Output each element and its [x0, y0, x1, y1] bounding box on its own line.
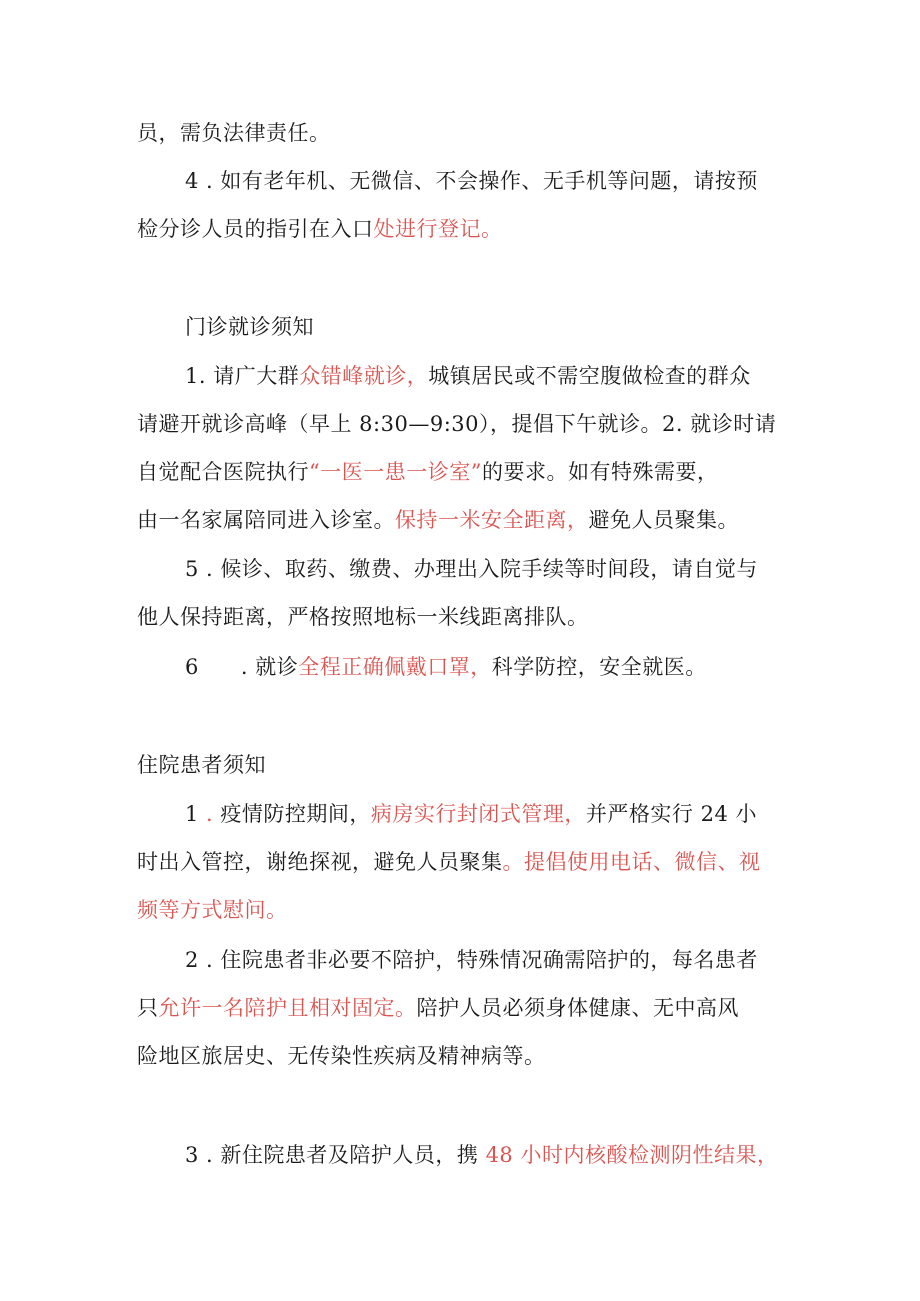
text-line	[137, 409, 776, 439]
text-run: 2 . 住院患者非必要不陪护，特殊情况确需陪护的，每名患者	[185, 948, 758, 972]
text-line	[185, 554, 758, 584]
text-line	[137, 602, 589, 632]
text-line	[185, 799, 757, 829]
text-run: 疫情防控期间，	[220, 802, 371, 826]
highlighted-text: “一医一患一诊室”	[309, 460, 482, 484]
highlighted-text: 众错峰就诊，	[299, 364, 429, 388]
text-run: 1	[185, 802, 207, 826]
text-run: 自觉配合医院执行	[137, 460, 309, 484]
text-run: 检分诊人员的指引在入口	[137, 217, 374, 241]
text-run: 险地区旅居史、无传染性疾病及精神病等。	[137, 1044, 546, 1068]
heading-text: 住院患者须知	[137, 753, 266, 777]
text-run: . 就诊	[240, 655, 299, 679]
text-run: 请避开就诊高峰（早上 8:30—9:30），提倡下午就诊。2. 就诊时请	[137, 412, 777, 436]
text-run: 6	[185, 655, 199, 679]
text-run: 并严格实行 24 小	[585, 802, 757, 826]
text-line	[185, 945, 758, 975]
text-line	[137, 1041, 546, 1071]
text-run: 避免人员聚集。	[588, 508, 739, 532]
text-run: 时出入管控，谢绝探视，避免人员聚集	[137, 850, 503, 874]
text-line	[137, 505, 739, 535]
highlighted-text: 处进行登记。	[373, 217, 503, 241]
highlighted-text: 全程正确佩戴口罩，	[298, 655, 492, 679]
text-run: 4 . 如有老年机、无微信、不会操作、无手机等问题，请按预	[185, 169, 758, 193]
highlighted-text: .	[206, 802, 221, 826]
text-line	[137, 895, 288, 925]
text-run: 1. 请广大群	[185, 364, 300, 388]
heading-text: 门诊就诊须知	[185, 315, 314, 339]
text-line	[185, 166, 758, 196]
text-line	[137, 457, 718, 487]
text-line	[137, 118, 331, 148]
highlighted-text: 允许一名陪护且相对固定。	[158, 996, 417, 1020]
text-run: 陪护人员必须身体健康、无中高风	[416, 996, 739, 1020]
text-line	[185, 652, 707, 682]
text-line	[185, 1140, 778, 1170]
text-run: 3 . 新住院患者及陪护人员，携	[185, 1143, 486, 1167]
text-line	[137, 847, 761, 877]
section-heading-inpatient	[137, 750, 266, 780]
text-run: 他人保持距离，严格按照地标一米线距离排队。	[137, 605, 589, 629]
text-run: 科学防控，安全就医。	[491, 655, 707, 679]
text-run: 只	[137, 996, 159, 1020]
highlighted-text: 频等方式慰问。	[137, 898, 288, 922]
highlighted-text: 保持一米安全距离，	[395, 508, 589, 532]
highlighted-text: 病房实行封闭式管理，	[370, 802, 586, 826]
text-run: 的要求。如有特殊需要，	[481, 460, 719, 484]
text-line	[137, 214, 503, 244]
highlighted-text: 。提倡使用电话、微信、视	[502, 850, 761, 874]
text-run: 员，需负法律责任。	[137, 121, 331, 145]
section-heading-outpatient	[185, 312, 314, 342]
text-run: 5 . 候诊、取药、缴费、办理出入院手续等时间段，请自觉与	[185, 557, 758, 581]
text-run: 由一名家属陪同进入诊室。	[137, 508, 395, 532]
text-line	[185, 361, 751, 391]
text-line	[137, 993, 739, 1023]
text-run: 城镇居民或不需空腹做检查的群众	[428, 364, 751, 388]
highlighted-text: 48 小时内核酸检测阴性结果，	[485, 1143, 779, 1167]
